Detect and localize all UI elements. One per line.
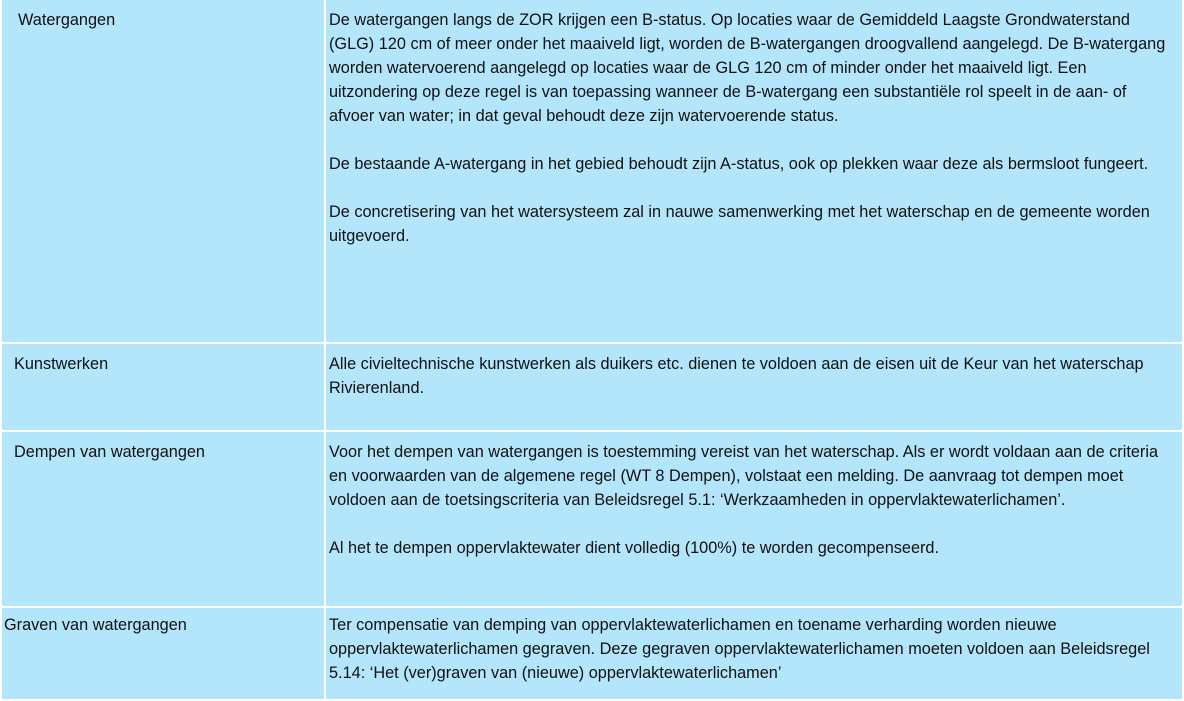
table-row bbox=[2, 608, 1182, 699]
row-content-cell bbox=[326, 0, 1182, 342]
row-content-cell bbox=[326, 608, 1182, 699]
row-content-cell bbox=[326, 432, 1182, 606]
row-label: Watergangen bbox=[18, 11, 116, 29]
paragraph: Alle civieltechnische kunstwerken als duikers etc. dienen te voldoen aan de eisen uit de Keur van het waterschap Rivierenland. bbox=[329, 355, 1144, 397]
row-label: Graven van watergangen bbox=[4, 616, 187, 634]
table-row bbox=[2, 0, 1182, 342]
table-row bbox=[2, 432, 1182, 606]
row-label-cell bbox=[2, 344, 324, 430]
row-label-cell bbox=[2, 0, 324, 342]
paragraph: Al het te dempen oppervlaktewater dient volledig (100%) te worden gecompenseerd. bbox=[329, 539, 940, 557]
paragraph: Voor het dempen van watergangen is toestemming vereist van het waterschap. Als er wordt voldaan aan de criteria en voorwaarden van de algemene regel (WT 8 Dempen), volstaat een melding. De aanvraag tot dempen moet voldoen aan de toetsingscriteria van Beleidsregel 5.1: ‘Werkzaamheden in oppervlaktewaterlichamen’. bbox=[329, 443, 1158, 509]
row-label: Kunstwerken bbox=[14, 355, 109, 373]
paragraph: De bestaande A-watergang in het gebied behoudt zijn A-status, ook op plekken waar deze als bermsloot fungeert. bbox=[329, 155, 1149, 173]
paragraph: Ter compensatie van demping van oppervlaktewaterlichamen en toename verharding worden nieuwe oppervlaktewaterlichamen gegraven. Deze gegraven oppervlaktewaterlichamen moeten voldoen aan Beleidsregel 5.14: ‘Het (ver)graven van (nieuwe) oppervlaktewaterlichamen’ bbox=[329, 616, 1150, 682]
paragraph: De watergangen langs de ZOR krijgen een B-status. Op locaties waar de Gemiddeld Laagste Grondwaterstand (GLG) 120 cm of meer onder het maaiveld ligt, worden de B-watergangen droogvallend aangelegd. De B-watergang worden watervoerend aangelegd op locaties waar de GLG 120 cm of minder onder het maaiveld ligt. Een uitzondering op deze regel is van toepassing wanneer de B-watergang een substantiële rol speelt in de aan- of afvoer van water; in dat geval behoudt deze zijn watervoerende status. bbox=[329, 11, 1166, 125]
paragraph: De concretisering van het watersysteem zal in nauwe samenwerking met het waterschap en de gemeente worden uitgevoerd. bbox=[329, 203, 1150, 245]
row-label: Dempen van watergangen bbox=[14, 443, 205, 461]
row-label-cell bbox=[2, 432, 324, 606]
table-row bbox=[2, 344, 1182, 430]
row-label-cell bbox=[2, 608, 324, 699]
row-content-cell bbox=[326, 344, 1182, 430]
